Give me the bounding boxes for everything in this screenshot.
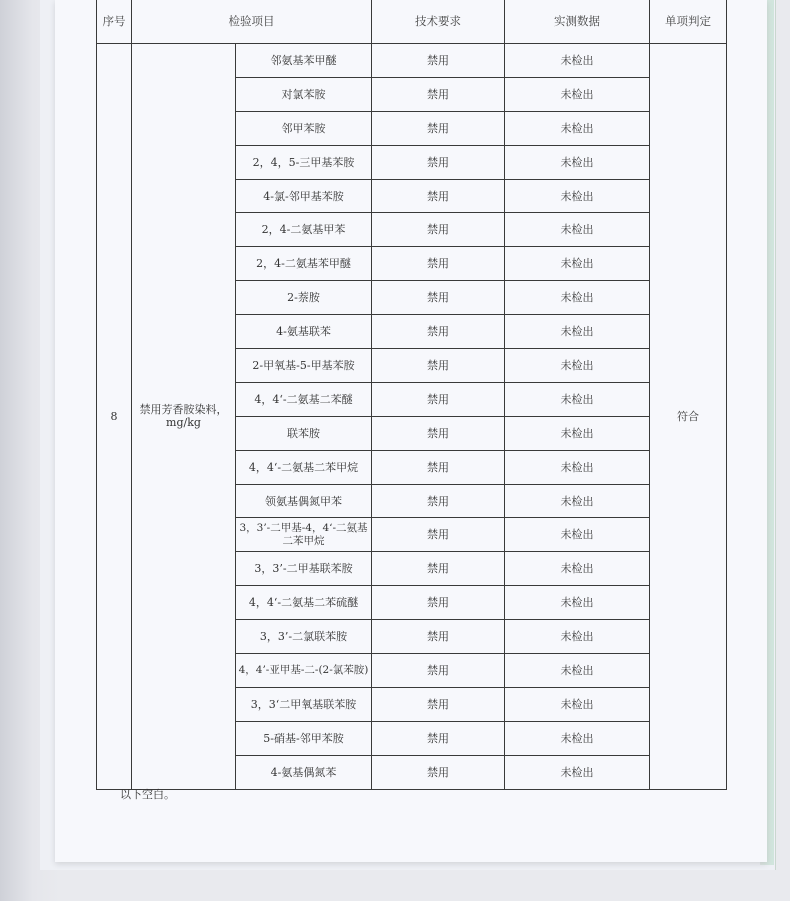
result-cell: 未检出 — [505, 620, 650, 654]
result-cell: 未检出 — [505, 44, 650, 78]
result-cell: 未检出 — [505, 450, 650, 484]
item-name-cell: 联苯胺 — [236, 416, 372, 450]
result-cell: 未检出 — [505, 518, 650, 552]
header-result: 实测数据 — [505, 0, 650, 44]
judgement-cell: 符合 — [650, 44, 727, 790]
category-cell: 禁用芳香胺染料，mg/kg — [132, 44, 236, 790]
result-cell: 未检出 — [505, 687, 650, 721]
item-name-cell: 领氨基偶氮甲苯 — [236, 484, 372, 518]
requirement-cell: 禁用 — [372, 382, 505, 416]
requirement-cell: 禁用 — [372, 145, 505, 179]
item-name-cell: 4，4‘-二氨基二苯甲烷 — [236, 450, 372, 484]
item-name-cell: 3，3’-二甲基-4，4‘-二氨基二苯甲烷 — [236, 518, 372, 552]
footer-note: 以下空白。 — [120, 788, 175, 801]
result-cell: 未检出 — [505, 179, 650, 213]
requirement-cell: 禁用 — [372, 44, 505, 78]
item-name-cell: 3，3’-二甲基联苯胺 — [236, 552, 372, 586]
item-name-cell: 4-氯-邻甲基苯胺 — [236, 179, 372, 213]
requirement-cell: 禁用 — [372, 484, 505, 518]
requirement-cell: 禁用 — [372, 281, 505, 315]
requirement-cell: 禁用 — [372, 213, 505, 247]
requirement-cell: 禁用 — [372, 349, 505, 383]
test-results-table — [96, 0, 727, 790]
result-cell: 未检出 — [505, 111, 650, 145]
item-name-cell: 4-氨基偶氮苯 — [236, 755, 372, 789]
requirement-cell: 禁用 — [372, 687, 505, 721]
requirement-cell: 禁用 — [372, 450, 505, 484]
result-cell: 未检出 — [505, 484, 650, 518]
result-cell: 未检出 — [505, 755, 650, 789]
item-name-cell: 4-氨基联苯 — [236, 315, 372, 349]
item-name-cell: 2-甲氧基-5-甲基苯胺 — [236, 349, 372, 383]
item-name-cell: 4，4‘-二氨基二苯硫醚 — [236, 586, 372, 620]
requirement-cell: 禁用 — [372, 654, 505, 688]
item-name-cell: 3，3‘二甲氧基联苯胺 — [236, 687, 372, 721]
requirement-cell: 禁用 — [372, 77, 505, 111]
result-cell: 未检出 — [505, 382, 650, 416]
requirement-cell: 禁用 — [372, 315, 505, 349]
requirement-cell: 禁用 — [372, 586, 505, 620]
item-name-cell: 邻甲苯胺 — [236, 111, 372, 145]
item-name-cell: 邻氨基苯甲醚 — [236, 44, 372, 78]
result-cell: 未检出 — [505, 315, 650, 349]
requirement-cell: 禁用 — [372, 416, 505, 450]
header-item: 检验项目 — [132, 0, 372, 44]
item-name-cell: 2-萘胺 — [236, 281, 372, 315]
result-cell: 未检出 — [505, 77, 650, 111]
item-name-cell: 4，4’-亚甲基-二-(2-氯苯胺) — [236, 654, 372, 688]
item-name-cell: 2，4-二氨基苯甲醚 — [236, 247, 372, 281]
result-cell: 未检出 — [505, 281, 650, 315]
result-cell: 未检出 — [505, 213, 650, 247]
requirement-cell: 禁用 — [372, 721, 505, 755]
result-cell: 未检出 — [505, 586, 650, 620]
result-cell: 未检出 — [505, 145, 650, 179]
requirement-cell: 禁用 — [372, 247, 505, 281]
item-name-cell: 4，4‘-二氨基二苯醚 — [236, 382, 372, 416]
seq-cell: 8 — [97, 44, 132, 790]
result-cell: 未检出 — [505, 552, 650, 586]
item-name-cell: 对氯苯胺 — [236, 77, 372, 111]
result-cell: 未检出 — [505, 416, 650, 450]
table-row — [97, 44, 727, 78]
requirement-cell: 禁用 — [372, 552, 505, 586]
requirement-cell: 禁用 — [372, 518, 505, 552]
item-name-cell: 3，3’-二氯联苯胺 — [236, 620, 372, 654]
requirement-cell: 禁用 — [372, 111, 505, 145]
result-cell: 未检出 — [505, 247, 650, 281]
requirement-cell: 禁用 — [372, 755, 505, 789]
result-cell: 未检出 — [505, 721, 650, 755]
requirement-cell: 禁用 — [372, 620, 505, 654]
item-name-cell: 5-硝基-邻甲苯胺 — [236, 721, 372, 755]
item-name-cell: 2，4-二氨基甲苯 — [236, 213, 372, 247]
header-seq: 序号 — [97, 0, 132, 44]
table-header-row — [97, 0, 727, 44]
result-cell: 未检出 — [505, 349, 650, 383]
result-cell: 未检出 — [505, 654, 650, 688]
header-requirement: 技术要求 — [372, 0, 505, 44]
item-name-cell: 2，4，5-三甲基苯胺 — [236, 145, 372, 179]
header-judgement: 单项判定 — [650, 0, 727, 44]
requirement-cell: 禁用 — [372, 179, 505, 213]
